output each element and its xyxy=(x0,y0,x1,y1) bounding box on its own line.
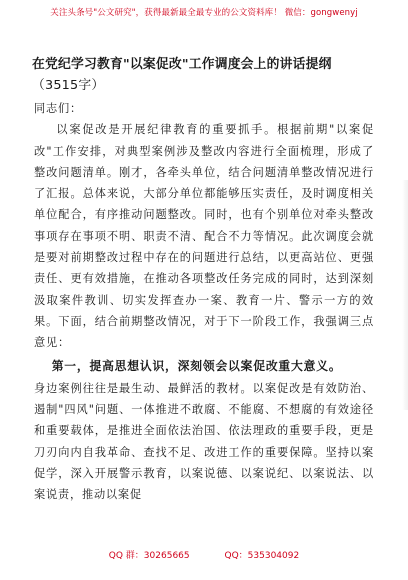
paragraph-section-1: 身边案例往往是最生动、最鲜活的教材。以案促改是有效防治、遏制"四风"问题、一体推进不敢腐、不能腐、不想腐的有效途径和重要载体，是推进全面依法治国、依法理政的重要手段，更是刀刃向内自我革命、查找不足、改进工作的重要保障。坚持以案促学，深入开展警示教育，以案说德、以案说纪、以案说法、以案说责，推动以案促 xyxy=(34,381,374,502)
promo-banner: 关注头条号"公文研究"，获得最新最全最专业的公文资料库！ 微信：gongwenyj xyxy=(50,8,358,18)
document-title: 在党纪学习教育"以案促改"工作调度会上的讲话提纲 xyxy=(32,57,332,72)
greeting: 同志们： xyxy=(34,102,82,115)
document-body xyxy=(34,98,374,506)
word-count: （3515字） xyxy=(32,78,105,93)
document-title-block xyxy=(32,54,382,96)
qq-text: QQ：535304092 xyxy=(224,551,300,561)
contact-footer xyxy=(0,548,408,561)
qq-group-text: QQ 群：30265665 xyxy=(108,551,190,561)
page-fold-shadow xyxy=(402,180,408,410)
section-heading-1: 第一，提高思想认识，深刻领会以案促改重大意义。 xyxy=(51,358,342,373)
paragraph-intro: 以案促改是开展纪律教育的重要抓手。根据前期"以案促改"工作安排，对典型案例涉及整改内容进行全面梳理，形成了整改问题清单。刚才，各牵头单位，结合问题清单整改情况进行了汇报。总体来说，大部分单位都能够压实责任，及时调度相关单位配合，有序推动问题整改。同时，也有个别单位对牵头整改事项存在事项不明、职责不清、配合不力等情况。此次调度会就是要对前期整改过程中存在的问题进行总结，以更高站位、更强责任、更有效措施，在推动各项整改任务完成的同时，达到深刻汲取案件教训、切实发挥查办一案、教育一片、警示一方的效果。下面，结合前期整改情况，对于下一阶段工作，我强调三点意见： xyxy=(34,123,374,350)
